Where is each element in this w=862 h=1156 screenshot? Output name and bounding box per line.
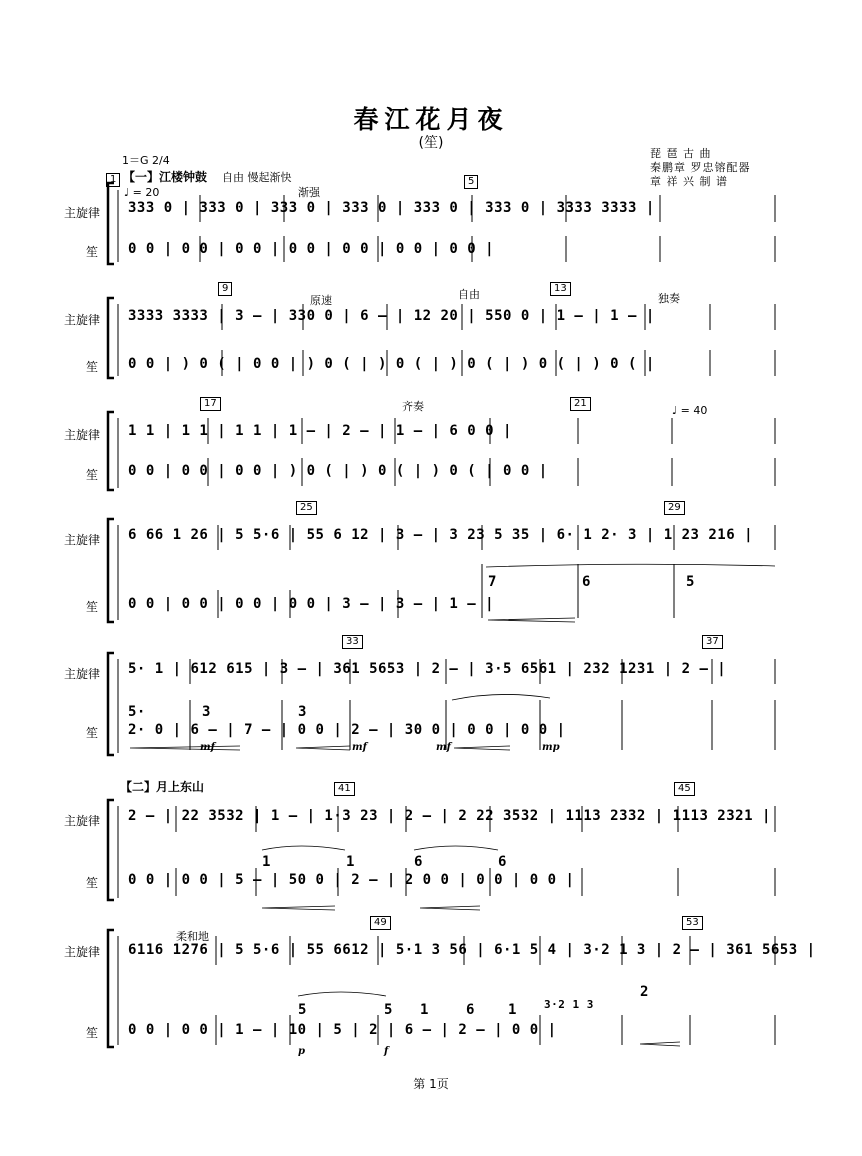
melody-line: 333 0 | 333 0 | 333 0 | 333 0 | 333 0 | 333 0 | 3333 3333 |	[128, 200, 655, 216]
sheng-chord-tone: 6	[466, 1002, 475, 1018]
melody-line: 6 66 1 26 | 5 5·6 | 55 6 12 | 3 – | 3 23 5 35 | 6· 1 2· 3 | 1 23 216 |	[128, 527, 754, 543]
measure-number-53: 53	[682, 916, 703, 930]
section-heading-one: 【一】江楼钟鼓	[123, 170, 208, 184]
credit-composer: 琵 琶 古 曲	[650, 147, 712, 160]
sheng-line: 0 0 | 0 0 | 5 – | 50 0 | 2 – | 2 0 0 | 0 0 | 0 0 |	[128, 872, 575, 888]
expression-solo: 独奏	[658, 292, 680, 305]
part-label-sheng: 笙	[86, 360, 99, 374]
part-label-melody: 主旋律	[64, 814, 101, 828]
measure-number-5: 5	[464, 175, 478, 189]
measure-number-25: 25	[296, 501, 317, 515]
melody-line: 3333 3333 | 3 – | 330 0 | 6 – | 12 20 | 550 0 | 1 – | 1 – |	[128, 308, 655, 324]
key-signature: 1＝G 2/4	[122, 154, 170, 167]
part-label-melody: 主旋律	[64, 206, 101, 220]
sheng-chord-tone: 5	[686, 574, 695, 590]
sheng-chord-tone: 5	[384, 1002, 393, 1018]
instrument-subtitle: (笙)	[418, 135, 444, 151]
dynamic-mark: mf	[200, 742, 215, 753]
measure-number-29: 29	[664, 501, 685, 515]
melody-line: 2 – | 22 3532 | 1 – | 1·3 23 | 2 – | 2 22 3532 | 1113 2332 | 1113 2321 |	[128, 808, 771, 824]
measure-number-9: 9	[218, 282, 232, 296]
tempo-mark-20: ♩ = 20	[124, 186, 160, 199]
sheng-line: 0 0 | 0 0 | 0 0 | 0 0 | 3 – | 3 – | 1 – |	[128, 596, 495, 612]
part-label-sheng: 笙	[86, 1026, 99, 1040]
measure-number-41: 41	[334, 782, 355, 796]
sheng-line: 2· 0 | 6 – | 7 – | 0 0 | 2 – | 30 0 | 0 0 | 0 0 |	[128, 722, 566, 738]
measure-number-17: 17	[200, 397, 221, 411]
part-label-melody: 主旋律	[64, 313, 101, 327]
credit-transcriber: 章 祥 兴 制 谱	[650, 175, 728, 188]
sheng-chord-tone: 6	[414, 854, 423, 870]
sheng-chord-tone: 3·2 1 3	[544, 998, 594, 1011]
expression-tutti: 齐奏	[402, 400, 424, 413]
measure-number-21: 21	[570, 397, 591, 411]
tempo-mark-40: ♩ = 40	[672, 404, 708, 417]
sheng-chord-tone: 7	[488, 574, 497, 590]
melody-line: 1 1 | 1 1 | 1 1 | 1 – | 2 – | 1 – | 6 0 0 |	[128, 423, 512, 439]
sheng-chord-tone: 2	[640, 984, 649, 1000]
melody-line: 5· 1 | 612 615 | 3 – | 361 5653 | 2 – | 3·5 6561 | 232 1231 | 2 – |	[128, 661, 727, 677]
part-label-melody: 主旋律	[64, 667, 101, 681]
dynamic-mark: f	[384, 1046, 389, 1057]
part-label-sheng: 笙	[86, 876, 99, 890]
sheng-chord-tone: 1	[262, 854, 271, 870]
section-tempo: 自由 慢起渐快	[222, 171, 292, 184]
sheng-chord-tone: 6	[582, 574, 591, 590]
expression-free: 自由	[458, 288, 480, 301]
sheng-line: 0 0 | 0 0 | 1 – | 10 | 5 | 2 | 6 – | 2 – | 0 0 |	[128, 1022, 557, 1038]
sheng-chord-tone: 1	[508, 1002, 517, 1018]
sheng-chord-tone: 6	[498, 854, 507, 870]
part-label-sheng: 笙	[86, 468, 99, 482]
sheng-line: 0 0 | 0 0 | 0 0 | 0 0 | 0 0 | 0 0 | 0 0 |	[128, 241, 495, 257]
expression-crescendo: 渐强	[298, 186, 320, 199]
dynamic-mark: mf	[436, 742, 451, 753]
measure-number-33: 33	[342, 635, 363, 649]
sheng-line: 0 0 | 0 0 | 0 0 | ) 0 ( | ) 0 ( | ) 0 ( | 0 0 |	[128, 463, 548, 479]
part-label-sheng: 笙	[86, 600, 99, 614]
sheng-line: 0 0 | ) 0 ( | 0 0 | ) 0 ( | ) 0 ( | ) 0 ( | ) 0 ( | ) 0 ( |	[128, 356, 655, 372]
measure-number-37: 37	[702, 635, 723, 649]
expression-a-tempo: 原速	[310, 294, 332, 307]
melody-line: 6116 1276 | 5 5·6 | 55 6612 | 5·1 3 56 | 6·1 5 4 | 3·2 1 3 | 2 – | 361 5653 |	[128, 942, 816, 958]
sheng-chord-tone: 3	[202, 704, 211, 720]
sheng-chord-tone: 1	[346, 854, 355, 870]
part-label-melody: 主旋律	[64, 945, 101, 959]
dynamic-mark: p	[298, 1046, 305, 1057]
dynamic-mark: mf	[352, 742, 367, 753]
sheng-chord-tone: 5	[298, 1002, 307, 1018]
credit-arranger: 秦鹏章 罗忠镕配器	[650, 161, 751, 174]
part-label-melody: 主旋律	[64, 428, 101, 442]
section-heading-two: 【二】月上东山	[120, 780, 205, 794]
page-number: 第 1页	[413, 1077, 449, 1091]
sheng-chord-tone: 3	[298, 704, 307, 720]
sheng-chord-tone: 1	[420, 1002, 429, 1018]
measure-number-1: 1	[106, 173, 120, 187]
page-title: 春江花月夜	[353, 105, 509, 134]
measure-number-49: 49	[370, 916, 391, 930]
part-label-sheng: 笙	[86, 245, 99, 259]
measure-number-45: 45	[674, 782, 695, 796]
dynamic-mark: mp	[542, 742, 560, 753]
sheng-chord-tone: 5·	[128, 704, 146, 720]
part-label-melody: 主旋律	[64, 533, 101, 547]
expression-gently: 柔和地	[176, 930, 209, 943]
measure-number-13: 13	[550, 282, 571, 296]
part-label-sheng: 笙	[86, 726, 99, 740]
